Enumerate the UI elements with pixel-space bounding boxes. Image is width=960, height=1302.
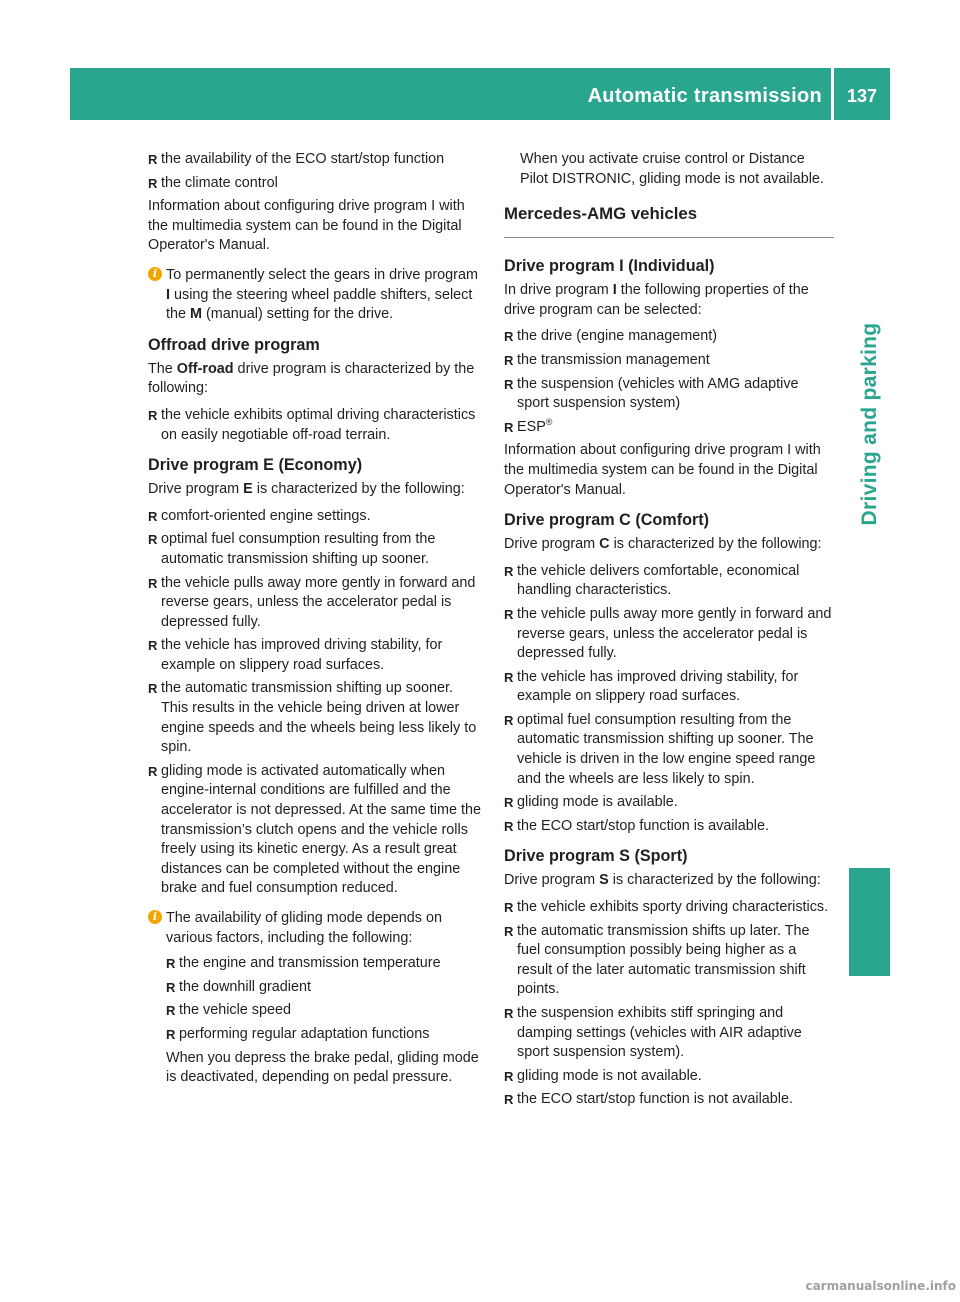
list-item: R the ECO start/stop function is available. <box>504 817 834 837</box>
info-icon: i <box>148 267 162 281</box>
heading-comfort: Drive program C (Comfort) <box>504 511 710 530</box>
list-item: R gliding mode is available. <box>504 793 834 813</box>
paragraph: The Off-road drive program is characterized by the following: <box>148 360 475 397</box>
list-item: R the vehicle exhibits optimal driving characteristics on easily negotiable off-road terrain. <box>148 406 482 445</box>
list-item: R the vehicle exhibits sporty driving characteristics. <box>504 898 834 918</box>
right-column <box>504 150 834 1114</box>
list-item: R comfort-oriented engine settings. <box>148 507 482 527</box>
list-item: R optimal fuel consumption resulting from the automatic transmission shifting up sooner. The vehicle is driven in the low engine speed range and the wheels are less likely to spin. <box>504 711 834 789</box>
paragraph: In drive program I the following properties of the drive program can be selected: <box>504 282 809 318</box>
paragraph: Drive program C is characterized by the following: <box>504 536 822 553</box>
list-item: R the vehicle pulls away more gently in forward and reverse gears, unless the accelerator pedal is depressed fully. <box>504 605 834 664</box>
info-note: i The availability of gliding mode depends on various factors, including the following: <box>148 909 482 948</box>
paragraph: When you activate cruise control or Distance Pilot DISTRONIC, gliding mode is not available. <box>520 151 824 187</box>
list-item: R the vehicle has improved driving stability, for example on slippery road surfaces. <box>504 668 834 707</box>
watermark-link[interactable]: carmanualsonline.info <box>805 1279 956 1293</box>
list-item: R performing regular adaptation functions <box>166 1025 482 1045</box>
list-item: R the suspension exhibits stiff springing and damping settings (vehicles with AIR adaptive sport suspension system). <box>504 1004 834 1063</box>
note-list <box>148 954 482 1088</box>
list-item: R the downhill gradient <box>166 978 482 998</box>
left-column <box>148 150 482 1095</box>
list-item: R the automatic transmission shifting up sooner. This results in the vehicle being driven at lower engine speeds and the wheels being less likely to spin. <box>148 679 482 757</box>
chapter-marker <box>849 868 890 976</box>
list-item: R the drive (engine management) <box>504 327 834 347</box>
list-item: R optimal fuel consumption resulting from the automatic transmission shifting up sooner. <box>148 530 482 569</box>
list-item: R the vehicle delivers comfortable, economical handling characteristics. <box>504 562 834 601</box>
list-item: R the ECO start/stop function is not available. <box>504 1090 834 1110</box>
heading-amg: Mercedes-AMG vehicles <box>504 204 698 224</box>
paragraph: Information about configuring drive program I with the multimedia system can be found in the Digital Operator's Manual. <box>148 198 465 254</box>
heading-economy: Drive program E (Economy) <box>148 456 363 475</box>
heading-rule <box>504 237 834 238</box>
chapter-tab-label: Driving and parking <box>858 322 881 526</box>
list-item: R the transmission management <box>504 351 834 371</box>
chapter-tab <box>849 298 890 550</box>
list-item: R the vehicle has improved driving stability, for example on slippery road surfaces. <box>148 636 482 675</box>
list-item: R the engine and transmission temperature <box>166 954 482 974</box>
list-item: R the availability of the ECO start/stop function <box>148 150 482 170</box>
page-header <box>70 68 890 120</box>
heading-sport: Drive program S (Sport) <box>504 847 688 866</box>
paragraph: Drive program E is characterized by the following: <box>148 481 465 498</box>
paragraph: When you depress the brake pedal, gliding mode is deactivated, depending on pedal pressure. <box>166 1049 479 1086</box>
list-item: R ESP® <box>504 418 834 438</box>
paragraph: Information about configuring drive program I with the multimedia system can be found in the Digital Operator's Manual. <box>504 442 821 498</box>
list-item: R the vehicle pulls away more gently in forward and reverse gears, unless the accelerator pedal is depressed fully. <box>148 574 482 633</box>
list-item: R gliding mode is not available. <box>504 1067 834 1087</box>
list-item: R the automatic transmission shifts up later. The fuel consumption possibly being higher as a result of the later automatic transmission shift points. <box>504 922 834 1000</box>
info-icon: i <box>148 910 162 924</box>
page-number: 137 <box>846 86 878 106</box>
info-note: i To permanently select the gears in drive program I using the steering wheel paddle shifters, select the M (manual) setting for the drive. <box>148 266 482 325</box>
list-item: R the climate control <box>148 174 482 194</box>
heading-offroad: Offroad drive program <box>148 335 320 354</box>
paragraph: Drive program S is characterized by the following: <box>504 872 821 889</box>
list-item: R the vehicle speed <box>166 1001 482 1021</box>
list-item: R the suspension (vehicles with AMG adaptive sport suspension system) <box>504 375 834 414</box>
list-item: R gliding mode is activated automatically when engine-internal conditions are fulfilled and the accelerator is not depressed. At the same time the transmission’s clutch opens and the vehicle rolls freely using its kinetic energy. As a result great distances can be completed without the engine brake and fuel consumption reduced. <box>148 762 482 899</box>
heading-individual: Drive program I (Individual) <box>504 257 715 276</box>
section-title: Automatic transmission <box>587 85 822 107</box>
note-continuation <box>504 150 834 189</box>
